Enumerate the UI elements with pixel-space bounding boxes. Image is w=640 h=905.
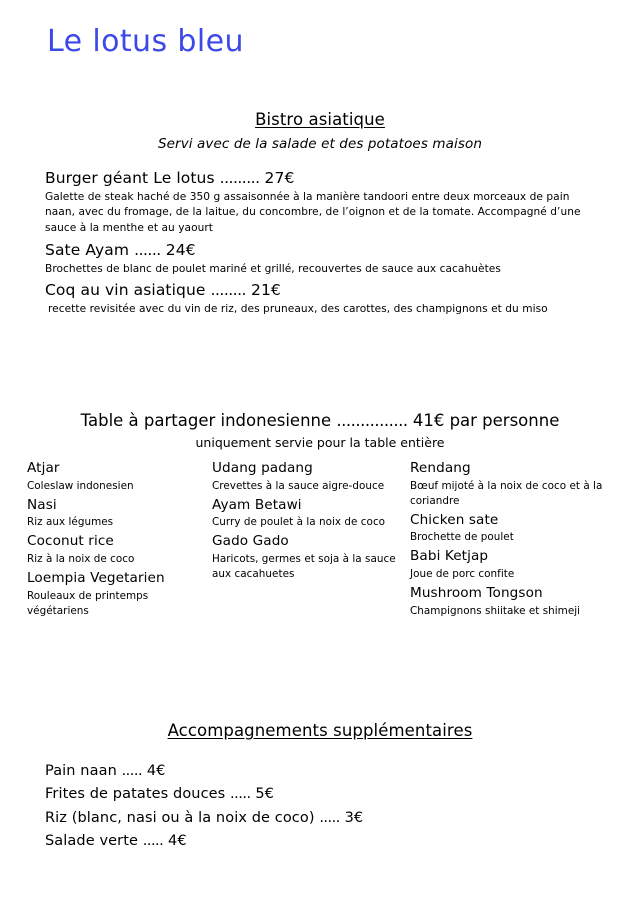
dish-description: Coleslaw indonesien <box>27 479 134 492</box>
side-name: Salade verte <box>45 833 139 850</box>
dish-description: Riz aux légumes <box>27 516 114 529</box>
side-item <box>45 760 605 783</box>
dish-item <box>212 497 402 531</box>
dish-item <box>27 533 207 567</box>
dish-name: Nasi <box>27 496 57 513</box>
sides-section-title <box>0 721 640 740</box>
dish-name: Chicken sate <box>410 511 499 528</box>
dish-name: Atjar <box>27 460 60 476</box>
bistro-course-list <box>45 168 601 318</box>
dish-column <box>27 460 207 619</box>
dish-description: Champignons shiitake et shimeji <box>410 604 581 617</box>
dish-item <box>27 460 207 494</box>
dish-description: Joue de porc confite <box>410 567 515 580</box>
sharing-table-price: 41€ par personne <box>412 411 560 430</box>
sharing-table-heading <box>0 411 640 430</box>
sides-section <box>0 721 640 740</box>
course-description: Galette de steak haché de 350 g assaisonnée à la manière tandoori entre deux morceaux de pain naan, avec du fromage, de la laitue, du concombre, de l’oignon et de la tomate. Accompagné d’une sauce à la menthe et au yaourt <box>45 190 581 235</box>
side-name: Frites de patates douces <box>45 786 226 803</box>
dish-column <box>410 460 610 619</box>
course-item <box>45 168 601 237</box>
side-leader: ..... <box>142 833 164 850</box>
dish-description: Bœuf mijoté à la noix de coco et à la coriandre <box>410 479 603 507</box>
course-name-line <box>45 168 601 189</box>
course-name-line <box>45 240 601 261</box>
bistro-section-title <box>0 110 640 129</box>
course-leader: ........ <box>210 281 246 300</box>
dish-item <box>212 533 402 582</box>
side-leader: ..... <box>121 763 143 779</box>
dish-name: Loempia Vegetarien <box>27 569 165 586</box>
sharing-table-title: Table à partager indonesienne <box>80 411 332 430</box>
bistro-section <box>0 110 640 152</box>
course-leader: ...... <box>134 240 161 259</box>
side-name: Riz (blanc, nasi ou à la noix de coco) <box>45 809 315 826</box>
course-item <box>45 280 601 317</box>
course-description: Brochettes de blanc de poulet mariné et grillé, recouvertes de sauce aux cacahuètes <box>45 262 501 275</box>
side-price: 4€ <box>168 833 187 850</box>
dish-description: Rouleaux de printemps végétariens <box>27 589 149 617</box>
dish-name: Rendang <box>410 460 471 476</box>
side-item <box>45 830 605 853</box>
dish-item <box>410 548 610 582</box>
dish-name: Coconut rice <box>27 533 114 550</box>
course-price: 21€ <box>251 281 281 300</box>
dish-name: Mushroom Tongson <box>410 584 543 601</box>
side-leader: ..... <box>230 786 251 803</box>
dish-name: Gado Gado <box>212 533 289 550</box>
sharing-table-subtitle: uniquement servie pour la table entière <box>195 435 445 450</box>
dish-column <box>212 460 402 582</box>
side-name: Pain naan <box>45 763 117 779</box>
dish-item <box>410 460 610 509</box>
sides-section-title-text: Accompagnements supplémentaires <box>167 721 473 740</box>
side-price: 5€ <box>255 786 274 803</box>
course-item <box>45 240 601 277</box>
dish-name: Ayam Betawi <box>212 496 302 513</box>
course-leader: ......... <box>219 169 260 187</box>
restaurant-name: Le lotus bleu <box>47 24 244 59</box>
dish-description: Curry de poulet à la noix de coco <box>212 516 386 529</box>
dish-name: Babi Ketjap <box>410 548 489 565</box>
dish-item <box>410 585 610 619</box>
course-price: 27€ <box>264 169 295 187</box>
sides-list <box>45 760 605 854</box>
course-price: 24€ <box>165 240 196 259</box>
dish-description: Haricots, germes et soja à la sauce aux cacahuetes <box>212 552 396 580</box>
dish-description: Brochette de poulet <box>410 531 514 544</box>
course-name-line <box>45 280 601 301</box>
course-name: Burger géant Le lotus <box>45 169 215 187</box>
side-item <box>45 783 605 806</box>
side-item <box>45 807 605 830</box>
side-leader: ..... <box>319 809 340 826</box>
course-name: Coq au vin asiatique <box>45 281 206 300</box>
dish-item <box>410 512 610 546</box>
dish-item <box>27 497 207 531</box>
sharing-table-leader: ............... <box>336 411 408 430</box>
sharing-dish-columns <box>0 460 640 620</box>
course-name: Sate Ayam <box>45 240 130 259</box>
dish-item <box>212 460 402 494</box>
sharing-table-section <box>0 411 640 450</box>
course-description: recette revisitée avec du vin de riz, des pruneaux, des carottes, des champignons et du miso <box>48 302 548 315</box>
dish-item <box>27 570 207 619</box>
dish-name: Udang padang <box>212 460 313 476</box>
bistro-section-subtitle: Servi avec de la salade et des potatoes maison <box>157 136 482 152</box>
bistro-section-title-text: Bistro asiatique <box>255 110 385 129</box>
dish-description: Crevettes à la sauce aigre-douce <box>212 479 385 492</box>
side-price: 3€ <box>344 809 364 826</box>
dish-description: Riz à la noix de coco <box>27 552 135 565</box>
side-price: 4€ <box>146 763 166 779</box>
